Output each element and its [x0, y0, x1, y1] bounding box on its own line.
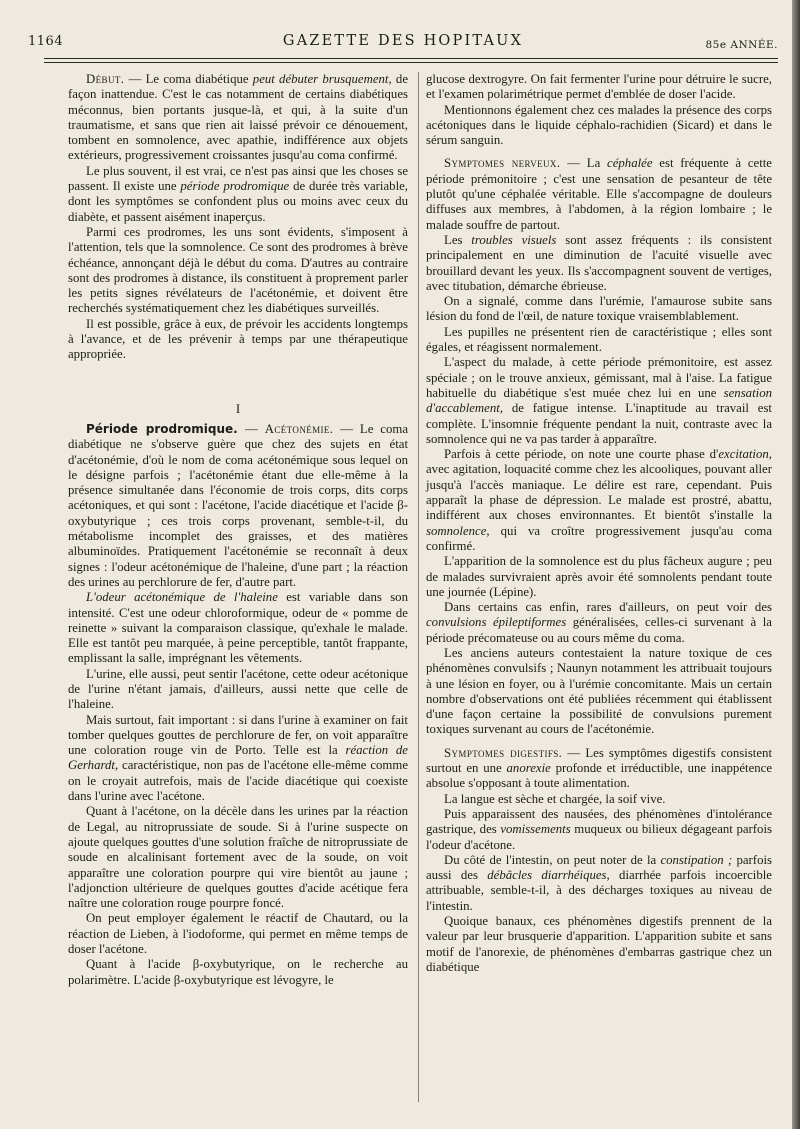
text-run: de durée très variable, dont les symptômes se confondent plus ou moins avec ceux du diabète, et passent aisément inaperçus. [68, 179, 409, 224]
column-divider [418, 72, 419, 1102]
text-run: parfois aussi des [426, 852, 773, 883]
text-run: — Le coma diabétique [124, 72, 253, 86]
paragraph: On peut employer également le réactif de Chautard, ou la réaction de Lieben, à l'iodoforme, qui permet en même temps de doser l'acétone. [68, 911, 408, 957]
paragraph: Les anciens auteurs contestaient la nature toxique de ces phénomènes convulsifs ; Naunyn notamment les attribuait toujours à une lésion en foyer, ou à l'urémie concomitante. Mais un certain nombre d'observations ont été publiées récemment qui établissent d'une façon certaine la possibilité de convulsions purement toxiques survenant au cours de l'acétonémie. [426, 645, 772, 737]
paragraph [426, 156, 772, 232]
paragraph: On a signalé, comme dans l'urémie, l'amaurose subite sans lésion du fond de l'œil, de nature toxique vraisemblablement. [426, 294, 772, 324]
header-rule-thin [44, 62, 778, 63]
italic-run: vomissements [500, 822, 571, 837]
text-run: Parfois à cette période, on note une courte phase d' [444, 447, 719, 462]
paragraph: Quant à l'acide β-oxybutyrique, on le recherche au polarimètre. L'acide β-oxybutyrique est lévogyre, le [68, 957, 408, 987]
text-run: muqueux ou bilieux dégageant parfois l'odeur d'acétone. [426, 822, 772, 852]
italic-run: troubles visuels [471, 232, 557, 247]
subheading: Symptomes digestifs. [444, 745, 563, 760]
journal-title: GAZETTE DES HOPITAUX [282, 33, 524, 49]
paragraph [68, 590, 408, 666]
paragraph: L'apparition de la somnolence est du plus fâcheux augure ; peu de malades survivraient après avoir été somnolents pendant toute une journée (Lépine). [426, 554, 772, 599]
spacer [68, 363, 408, 389]
subheading: Symptomes nerveux. [444, 156, 561, 171]
paragraph [426, 600, 772, 646]
paragraph: glucose dextrogyre. On fait fermenter l'urine pour détruire le sucre, et l'examen polarimétrique permet d'emblée de doser l'acide. [426, 72, 772, 102]
italic-run: L'odeur acétonémique de l'haleine [86, 590, 278, 605]
text-run: Puis apparaissent des nausées, des phénomènes d'intolérance gastrique, des [426, 806, 772, 837]
text-run: — La [560, 156, 608, 171]
paragraph [426, 355, 772, 447]
italic-run: réaction de Gerhardt [68, 743, 408, 773]
paragraph [426, 447, 772, 554]
left-column [68, 72, 408, 988]
text-run: L'aspect du malade, à cette période prémonitoire, est assez spéciale ; on le trouve anxieux, gémissant, mal à l'aise. La fatigue habituelle du diabétique s'est muée chez lui en une [426, 355, 772, 400]
italic-run: convulsions épileptiformes [426, 615, 567, 630]
text-run: Dans certains cas enfin, rares d'ailleurs, on peut voir des [444, 600, 772, 615]
lead-word: Début. [86, 72, 125, 86]
text-run: — Le coma diabétique ne s'observe guère que chez des sujets en état d'acétonémie, d'où le nom de coma acétonémique sous lequel on le désigne parfois ; l'acétonémie étant due elle-même à la présence simultanée dans l'économie de trois corps, dits corps acétoniques, et qui sont : l'acétone, l'acide diacétique et l'acide β-oxybutyrique ; ces trois corps provenant, semble-t-il, du métabolisme incomplet des graisses, et des matières albuminoïdes. Pratiquement l'acétonémie se reconnaît à deux signes : l'odeur acétonémique de l'haleine, d'une part ; la réaction des urines au perchlorure de fer, d'autre part. [68, 421, 409, 589]
spacer [426, 738, 772, 746]
text-run: sont assez fréquents : ils consistent principalement en une diminution de l'acuité visuelle avec brouillard devant les yeux. Ils s'accompagnent souvent de vertiges, avec titubation, démarche ébrieuse. [426, 232, 773, 293]
text-run: , diarrhée parfois incoercible attribuable, semble-t-il, à des décharges toxiques au niveau de l'intestin. [426, 868, 772, 913]
text-run: — Les symptômes digestifs consistent surtout en une [426, 745, 772, 776]
text-run: est fréquente à cette période prémonitoire ; c'est une sensation de pesanteur de tête plutôt qu'une céphalée véritable. Elle s'accompagne de douleurs diffuses aux membres, à l'abdomen, à la région lombaire ; le malade souffre de partout. [426, 156, 772, 232]
right-column [426, 72, 772, 975]
text-run: , avec agitation, loquacité comme chez les alcooliques, pouvant aller jusqu'à l'accès maniaque. Le délire est rare, cependant. Puis apparaît la phase de dépression. Le malade est prostré, abattu, indifférent aux choses environnantes. Et bientôt s'installe la [426, 447, 772, 523]
paragraph: Parmi ces prodromes, les uns sont évidents, s'imposent à l'attention, tels que la somnolence. Ce sont des prodromes à brève échéance, annonçant déjà le début du coma. D'autres au contraire sont des prodromes à distance, ils constituent à proprement parler les petits signes révélateurs de l'acétonémie, et doivent être recherchés systématiquement chez les diabétiques surveillés. [68, 224, 408, 316]
paragraph: Il est possible, grâce à eux, de prévoir les accidents longtemps à l'avance, et de les prévenir à temps par une thérapeutique appropriée. [68, 316, 408, 362]
italic-run: constipation ; [660, 852, 733, 867]
italic-run: sensation d'accablement [426, 385, 772, 416]
italic-run: période prodromique [180, 179, 290, 194]
text-run: est variable dans son intensité. C'est une odeur chloroformique, odeur de « pomme de reinette » suivant la comparaison classique, qu'exhale le malade. Elle est tantôt peu marquée, à peine perceptible, tantôt frappante, emplissant la salle, imprégnant les vêtements. [68, 590, 408, 666]
page-number: 1164 [28, 34, 64, 49]
paragraph [426, 807, 772, 853]
paragraph: Les pupilles ne présentent rien de caractéristique ; elles sont égales, et réagissent normalement. [426, 324, 772, 355]
paragraph: La langue est sèche et chargée, la soif vive. [444, 791, 666, 806]
text-run: Le plus souvent, il est vrai, ce n'est pas ainsi que les choses se passent. Il existe une [68, 163, 408, 194]
italic-run: excitation [718, 447, 769, 462]
italic-run: somnolence [426, 523, 487, 538]
paragraph [68, 72, 408, 164]
paragraph: L'urine, elle aussi, peut sentir l'acétone, cette odeur acétonique de l'urine n'étant jamais, d'ailleurs, aussi nette que celle de l'haleine. [68, 666, 408, 712]
paragraph [68, 713, 408, 805]
text-run: , qui va croître progressivement jusqu'au coma confirmé. [426, 523, 772, 553]
paragraph: Mentionnons également chez ces malades la présence des corps acétoniques dans le liquide céphalo-rachidien (Sicard) et dans le sérum sanguin. [426, 102, 772, 148]
paragraph [68, 422, 408, 590]
paragraph [426, 853, 772, 914]
text-run: Mais surtout, fait important : si dans l'urine à examiner on fait tomber quelques gouttes de perchlorure de fer, on voit apparaître une coloration rouge vin de Porto. Telle est la [68, 712, 408, 758]
paragraph [426, 746, 772, 792]
section-numeral: I [235, 400, 241, 416]
text-run: , de fatigue intense. L'inaptitude au travail est complète. L'insomnie fréquente pendant la nuit, contraste avec la somnolence qui ne va pas tarder à apparaître. [426, 401, 772, 446]
text-run: Du côté de l'intestin, on peut noter de la [444, 852, 661, 867]
page-header [28, 30, 778, 56]
year-label: 85e ANNÉE. [705, 39, 778, 51]
text-run: profonde et irréductible, une inappétence absolue s'opposant à toute alimentation. [426, 761, 773, 791]
text-run: , caractéristique, non pas de l'acétone elle-même comme on le croyait autrefois, mais de l'acide diacétique qui coexiste dans l'urine avec l'acétone. [68, 758, 408, 804]
paragraph: Quant à l'acétone, on la décèle dans les urines par la réaction de Legal, au nitroprussiate de soude. Si à l'urine suspecte on ajoute quelques gouttes d'une solution fraîche de nitroprussiate de soude en alcalinisant fortement avec de la soude, on voit apparaître une coloration pourpre qui vire bientôt au jaune ; l'adjonction ultérieure de quelques gouttes d'acide acétique fera naître une coloration rouge pourpre foncé. [68, 804, 408, 911]
text-run: de façon inattendue. C'est le cas notamment de certains diabétiques méconnus, bien portants jusque-là, et qui, à la suite d'un traumatisme, et sans que rien ait laissé prévoir ce dénouement, tombent en somnolence, avec apathie, indifférence aux objets extérieurs, progressivement croissantes jusqu'au coma confirmé. [68, 72, 408, 163]
italic-run: céphalée [607, 156, 653, 171]
subheading: — Acétonémie. [237, 421, 334, 436]
paragraph [426, 233, 772, 294]
italic-run: anorexie [506, 761, 551, 776]
paragraph: Quoique banaux, ces phénomènes digestifs prennent de la valeur par leur brusquerie d'apparition. L'apparition subite et sans motif de l'anorexie, de phénomènes d'embarras gastrique chez un diabétique [426, 914, 772, 974]
spacer [426, 148, 772, 156]
italic-run: débâcles diarrhéiques [487, 868, 607, 883]
page-edge-shadow [792, 0, 800, 1129]
section-heading: Période prodromique. [86, 421, 238, 436]
paragraph [68, 164, 408, 225]
text-run: Les [444, 232, 472, 247]
italic-run: peut débuter brusquement, [252, 72, 392, 86]
text-run: généralisées, celles-ci survenant à la période précomateuse ou au cours même du coma. [426, 615, 772, 645]
header-rule [44, 58, 778, 59]
